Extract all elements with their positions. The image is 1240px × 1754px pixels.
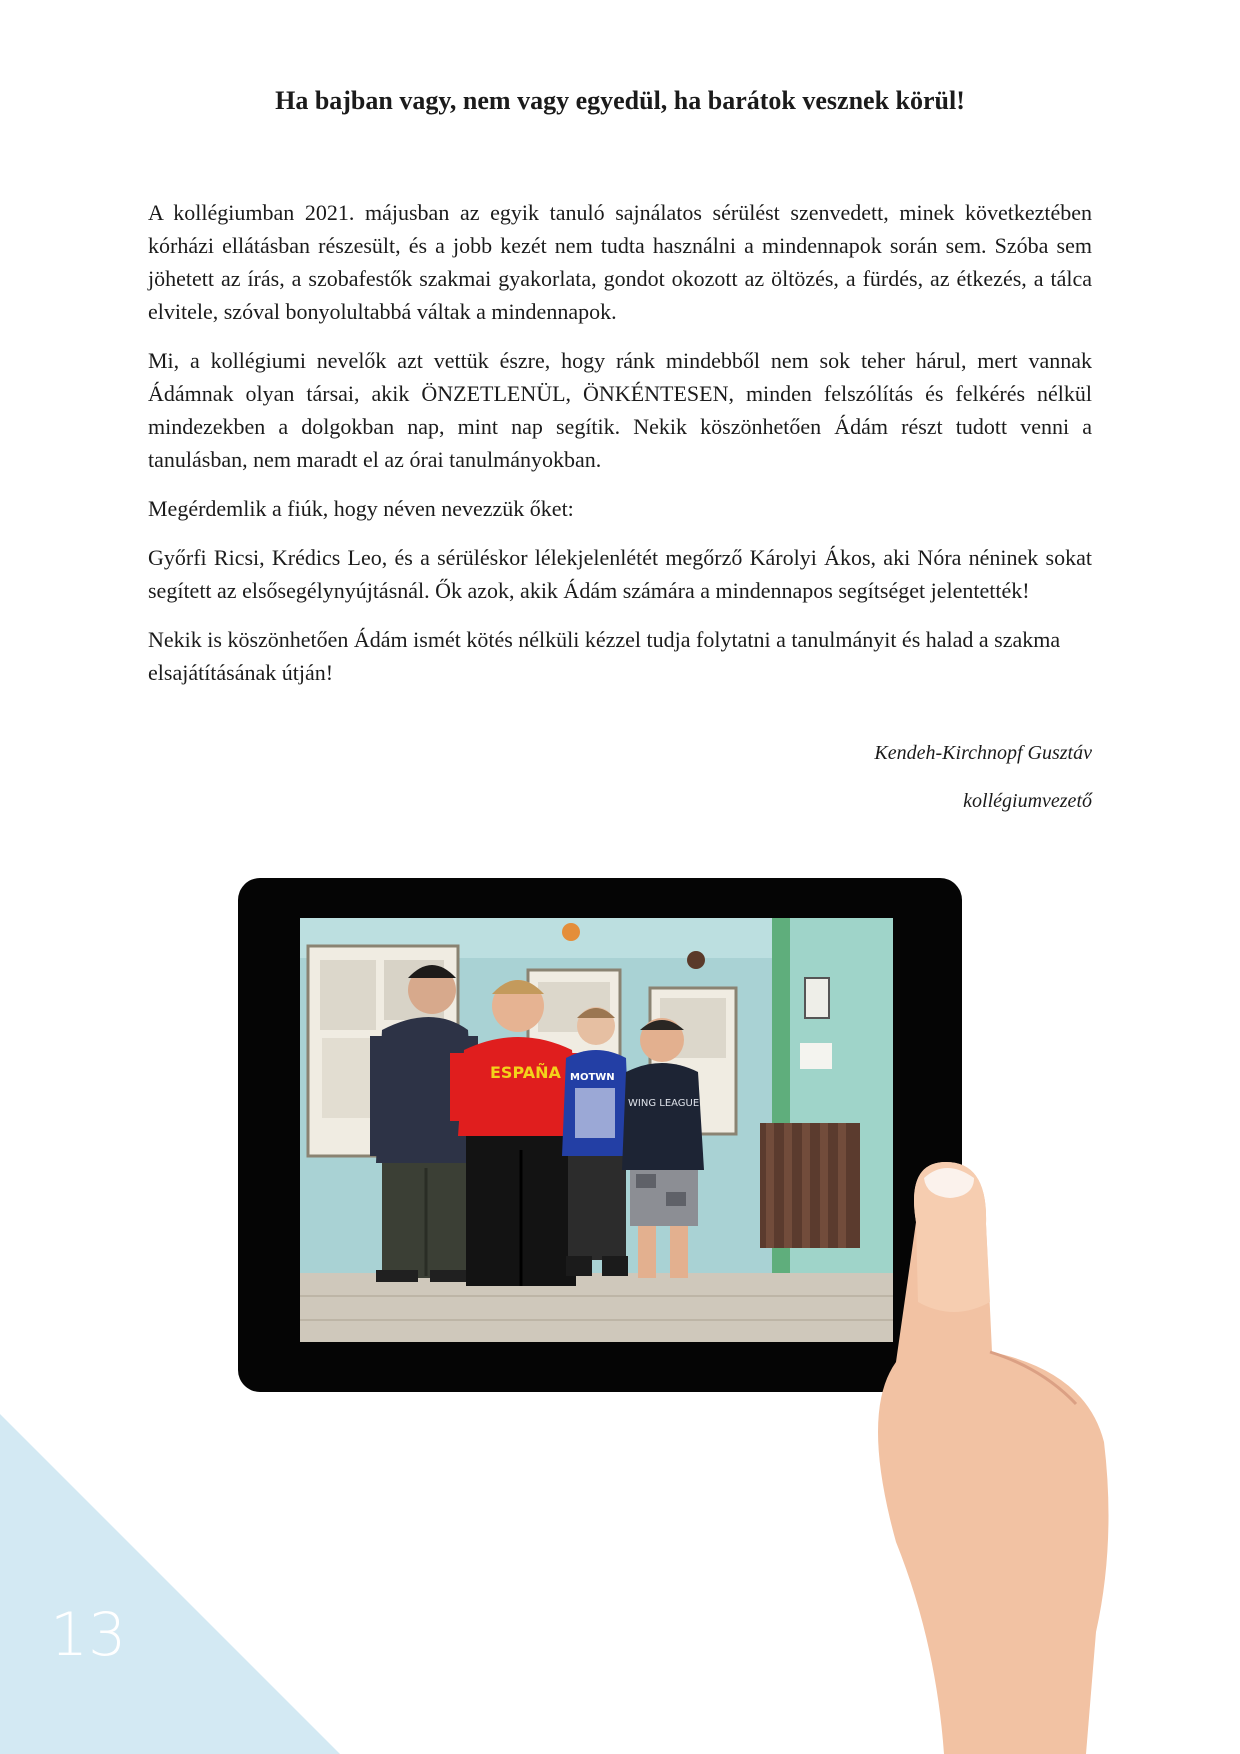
group-photo [300,918,893,1342]
hand-illustration [866,1162,1116,1754]
corner-decoration [0,1414,340,1754]
shirt-text-league: WING LEAGUE [628,1098,700,1109]
paragraph: Nekik is köszönhetően Ádám ismét kötés nélküli kézzel tudja folytatni a tanulmányit és halad a szakma elsajátításának útján! [148,627,1061,685]
shirt-text-motwn: MOTWN [570,1072,615,1083]
paragraph: Mi, a kollégiumi nevelők azt vettük észre, hogy ránk mindebből nem sok teher hárul, mert vannak Ádámnak olyan társai, akik ÖNZETLENÜL, ÖNKÉNTESEN, minden felszólítás és felkérés nélkül mindezekben a dolgokban nap, mint nap segítik. Nekik köszönhetően Ádám részt tudott venni a tanulásban, nem maradt el az órai tanulmányokban. [148,348,1092,472]
tablet-frame [238,878,962,1392]
article-title: Ha bajban vagy, nem vagy egyedül, ha barátok vesznek körül! [275,86,965,115]
signature-role: kollégiumvezető [963,790,1092,812]
paragraph: Győrfi Ricsi, Krédics Leo, és a sérüléskor lélekjelenlétét megőrző Károlyi Ákos, aki Nóra néninek sokat segített az elsősegélynyújtásnál. Ők azok, akik Ádám számára a mindennapos segítséget jelentették! [148,545,1092,603]
photo-illustration [300,918,893,1342]
signature-name: Kendeh-Kirchnopf Gusztáv [874,742,1092,764]
paragraph: Megérdemlik a fiúk, hogy néven nevezzük őket: [148,496,574,521]
paragraph: A kollégiumban 2021. májusban az egyik tanuló sajnálatos sérülést szenvedett, minek következtében kórházi ellátásban részesült, és a jobb kezét nem tudta használni a mindennapok során sem. Szóba sem jöhetett az írás, a szobafestők szakmai gyakorlata, gondot okozott az öltözés, a fürdés, az étkezés, a tálca elvitele, szóval bonyolultabbá váltak a mindennapok. [148,200,1092,324]
page-number: 13 [50,1600,127,1670]
article-body [148,196,1092,705]
shirt-text-espana: ESPAÑA [490,1063,561,1082]
